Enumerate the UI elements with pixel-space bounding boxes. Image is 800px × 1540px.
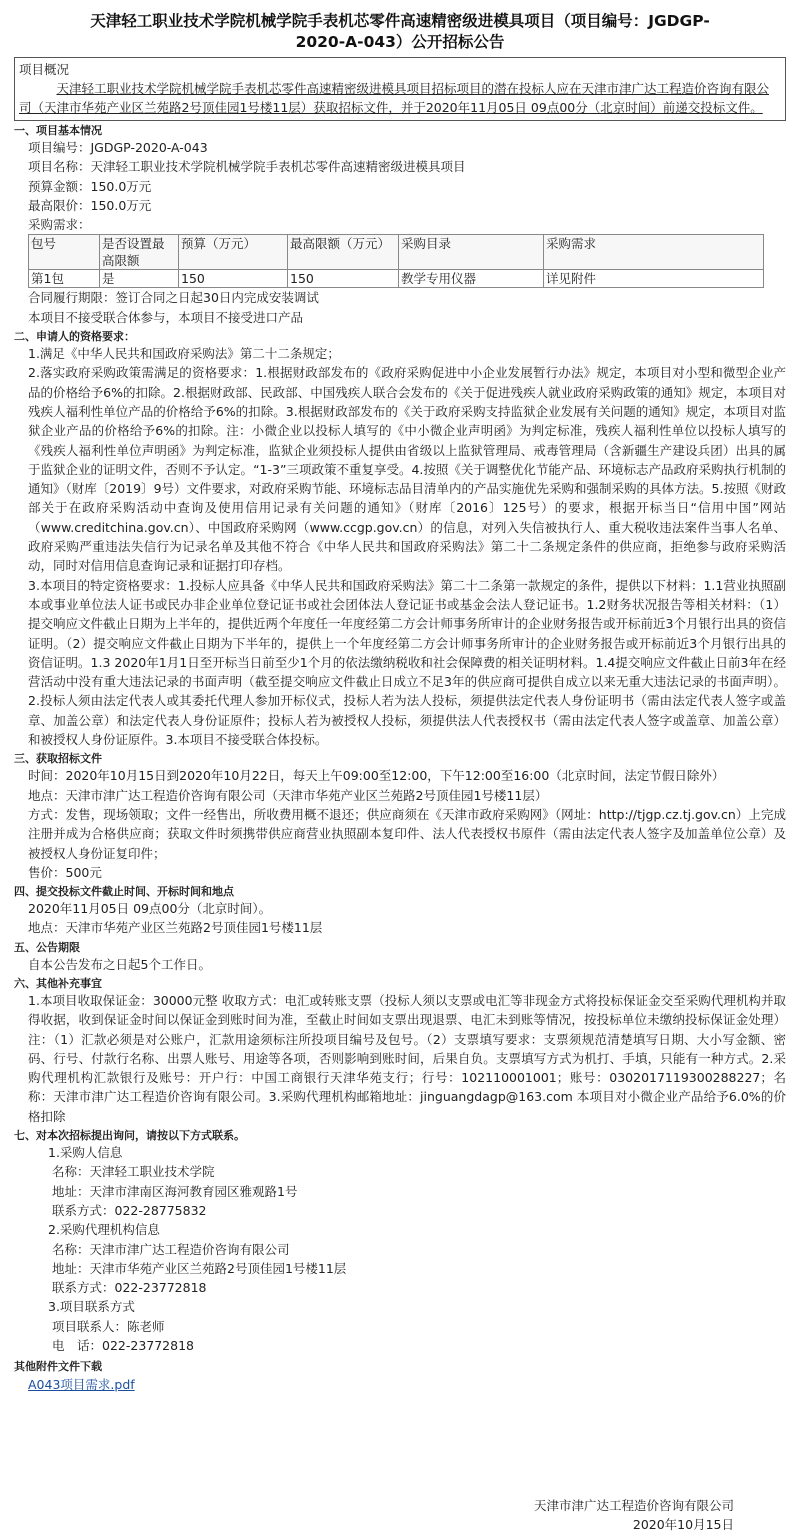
buyer-info-title: 1.采购人信息	[48, 1145, 123, 1161]
buyer-contact: 联系方式：022-28775832	[52, 1202, 207, 1218]
section-6-heading: 六、其他补充事宜	[14, 976, 102, 990]
attachment-heading: 其他附件文件下载	[14, 1360, 102, 1374]
page-title-line-2: 2020-A-043）公开招标公告	[295, 33, 505, 51]
overview-heading: 项目概况	[19, 62, 70, 77]
col-header-package: 包号	[29, 235, 100, 270]
cell-requirement: 详见附件	[544, 270, 764, 288]
agent-contact: 联系方式：022-23772818	[52, 1280, 207, 1296]
package-table	[28, 234, 764, 288]
section-1-heading: 一、项目基本情况	[14, 124, 102, 137]
agent-name: 名称：天津市津广达工程造价咨询有限公司	[52, 1241, 290, 1257]
cell-budget: 150	[179, 270, 288, 288]
acquire-price: 售价：500元	[28, 864, 102, 880]
footer-org: 天津市津广达工程造价咨询有限公司	[533, 1498, 734, 1513]
attachment-download-link[interactable]: A043项目需求.pdf	[28, 1377, 135, 1393]
footer-signature	[534, 1496, 734, 1534]
acquire-time: 时间：2020年10月15日到2020年10月22日，每天上午09:00至12:00，下午12:00至16:00（北京时间，法定节假日除外）	[28, 768, 725, 784]
purchase-requirement-label: 采购需求：	[28, 217, 91, 233]
acquire-method: 方式：发售，现场领取；文件一经售出，所收费用概不退还；供应商须在《天津市政府采购网》（网址：http://tjgp.cz.tj.gov.cn）上完成注册并成为合格供应商；获取文件时须携带供应商营业执照副本复印件、法人代表授权书原件（需由法定代表人签字及加盖单位公章）及被授权人身份证复印件；	[28, 806, 786, 861]
col-header-max-limit: 最高限额（万元）	[288, 235, 399, 270]
col-header-requirement: 采购需求	[544, 235, 764, 270]
project-overview-box	[14, 57, 786, 121]
section-2-heading: 二、申请人的资格要求：	[14, 330, 135, 344]
table-row	[29, 270, 764, 288]
notice-period: 自本公告发布之日起5个工作日。	[28, 956, 211, 972]
footer-date: 2020年10月15日	[632, 1517, 734, 1532]
col-header-limit-set: 是否设置最高限额	[100, 235, 179, 270]
budget-amount: 预算金额：150.0万元	[28, 178, 152, 194]
section-3-heading: 三、获取招标文件	[14, 752, 102, 766]
package-table-header	[29, 235, 764, 270]
contract-period: 合同履行期限：签订合同之日起30日内完成安装调试	[28, 290, 319, 306]
supplementary-info: 1.本项目收取保证金：30000元整 收取方式：电汇或转账支票（投标人须以支票或电汇等非现金方式将投标保证金交至采购代理机构并取得收据，收到保证金时间以保证金到账时间为准，至截止时间如支票出现退票、电汇未到账等情况，按投标单位未缴纳投标保证金处理）注：（1）汇款必须是对公账户，汇款用途须标注所投项目编号及包号。（2）支票填写要求：支票须规范清楚填写日期、大小写金额、密码、行号、付款行名称、出票人账号、用途等各项，否则影响到账时间，后果自负。支票填写方式为机打、手填，只能有一种方式。2.采购代理机构汇款银行及账号：开户行：中国工商银行天津华苑支行；行号：102110001001；账号：0302017119300288227；名称：天津市津广达工程造价咨询有限公司。3.采购代理机构邮箱地址：jinguangdagp@163.com 本项目对小微企业产品给予6.0%的价格扣除	[28, 992, 786, 1124]
section-5-heading: 五、公告期限	[14, 940, 80, 954]
opening-place: 地点：天津市华苑产业区兰苑路2号顶佳园1号楼11层	[28, 920, 323, 936]
project-contact-phone: 电 话：022-23772818	[52, 1338, 194, 1354]
project-number: 项目编号：JGDGP-2020-A-043	[28, 140, 208, 155]
cell-max-limit: 150	[288, 270, 399, 288]
agent-info-title: 2.采购代理机构信息	[48, 1222, 160, 1238]
cell-package: 第1包	[29, 270, 100, 288]
max-price: 最高限价：150.0万元	[28, 197, 152, 213]
buyer-name: 名称：天津轻工职业技术学院	[52, 1164, 215, 1180]
qualification-item-1: 1.满足《中华人民共和国政府采购法》第二十二条规定；	[28, 346, 340, 362]
page-title-line-1: 天津轻工职业技术学院机械学院手表机芯零件高速精密级进模具项目（项目编号：JGDGP-	[90, 12, 710, 30]
col-header-catalog: 采购目录	[399, 235, 544, 270]
acquire-place: 地点：天津市津广达工程造价咨询有限公司（天津市华苑产业区兰苑路2号顶佳园1号楼11层）	[28, 787, 548, 803]
cell-limit-set: 是	[100, 270, 179, 288]
qualification-item-2: 2.落实政府采购政策需满足的资格要求：1.根据财政部发布的《政府采购促进中小企业发展暂行办法》规定，本项目对小型和微型企业产品的价格给予6%的扣除。2.根据财政部、民政部、中国残疾人联合会发布的《关于促进残疾人就业政府采购政策的通知》规定，本项目对残疾人福利性单位产品的价格给予6%的扣除。3.根据财政部发布的《关于政府采购支持监狱企业发展有关问题的通知》规定，本项目对监狱企业产品的价格给予6%的扣除。注：小微企业以投标人填写的《中小微企业声明函》为判定标准，残疾人福利性单位以投标人填写的《残疾人福利性单位声明函》为判定标准，监狱企业须投标人提供由省级以上监狱管理局、戒毒管理局（含新疆生产建设兵团）出具的属于监狱企业的证明文件，否则不予认定。“1-3”三项政策不重复享受。4.按照《关于调整优化节能产品、环境标志产品政府采购执行机制的通知》（财库〔2019〕9号）文件要求，对政府采购节能、环境标志品目清单内的产品实施优先采购和强制采购的具体方法。5.按照《财政部关于在政府采购活动中查询及使用信用记录有关问题的通知》（财库〔2016〕125号）的要求，根据开标当日“信用中国”网站（www.creditchina.gov.cn）、中国政府采购网（www.ccgp.gov.cn）的信息，对列入失信被执行人、重大税收违法案件当事人名单、政府采购严重违法失信行为记录名单及其他不符合《中华人民共和国政府采购法》第二十二条规定条件的供应商，拒绝参与政府采购活动，同时对信用信息查询记录和证据打印存档。	[28, 365, 786, 574]
qualification-item-3: 3.本项目的特定资格要求：1.投标人应具备《中华人民共和国政府采购法》第二十二条第一款规定的条件，提供以下材料：1.1营业执照副本或事业单位法人证书或民办非企业单位登记证书或社会团体法人登记证书或基金会法人登记证书。1.2财务状况报告等相关材料：（1）提交响应文件截止日期为上半年的，提供近两个年度任一年度经第二方会计师事务所审计的企业财务报告或开标前近3个月银行出具的资信证明。（2）提交响应文件截止日期为下半年的，提供上一个年度经第二方会计师事务所审计的企业财务报告或开标前近3个月银行出具的资信证明。1.3 2020年1月1日至开标当日前至少1个月的依法缴纳税收和社会保障费的相关证明材料。1.4提交响应文件截止日前3年在经营活动中没有重大违法记录的书面声明（截至提交响应文件截止日成立不足3年的供应商可提供自成立以来无重大违法记录的书面声明）。2.投标人须由法定代表人或其委托代理人参加开标仪式，投标人若为法人投标，须提供法定代表人身份证明书（需由法定代表人签字或盖章、加盖公章）和法定代表人身份证原件；投标人若为被授权人投标，须提供法人代表授权书（需由法定代表人签字或盖章、加盖公章）和被授权人身份证原件。3.本项目不接受联合体投标。	[28, 577, 786, 748]
col-header-budget: 预算（万元）	[179, 235, 288, 270]
project-contact-person: 项目联系人：陈老师	[52, 1318, 165, 1334]
consortium-note: 本项目不接受联合体参与，本项目不接受进口产品	[28, 309, 304, 325]
page-title	[14, 0, 786, 53]
deadline-time: 2020年11月05日 09点00分（北京时间）。	[28, 901, 272, 917]
project-contact-title: 3.项目联系方式	[48, 1299, 135, 1315]
project-name: 项目名称：天津轻工职业技术学院机械学院手表机芯零件高速精密级进模具项目	[28, 159, 466, 175]
section-4-heading: 四、提交投标文件截止时间、开标时间和地点	[14, 885, 234, 899]
agent-address: 地址：天津市华苑产业区兰苑路2号顶佳园1号楼11层	[52, 1260, 347, 1276]
cell-catalog: 教学专用仪器	[399, 270, 544, 288]
buyer-address: 地址：天津市津南区海河教育园区雅观路1号	[52, 1183, 298, 1199]
overview-body: 天津轻工职业技术学院机械学院手表机芯零件高速精密级进模具项目招标项目的潜在投标人应在天津市津广达工程造价咨询有限公司（天津市华苑产业区兰苑路2号顶佳园1号楼11层）获取招标文件，并于2020年11月05日 09点00分（北京时间）前递交投标文件。	[19, 81, 770, 115]
section-7-heading: 七、对本次招标提出询问，请按以下方式联系。	[14, 1129, 245, 1143]
